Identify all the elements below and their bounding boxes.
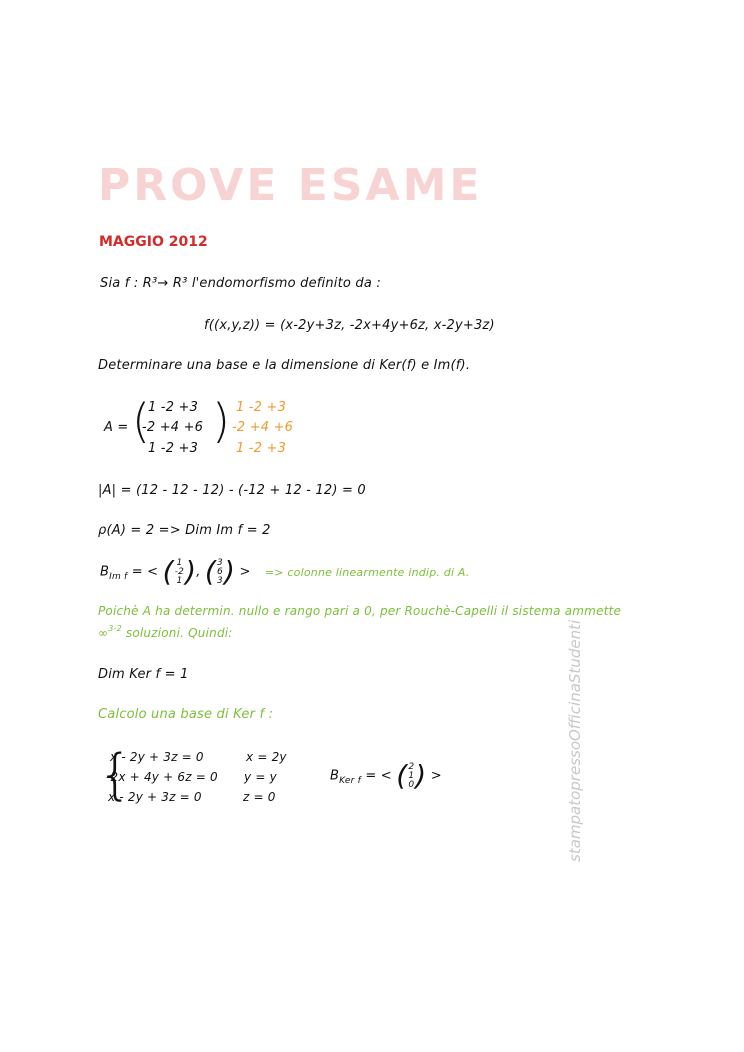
- basis-im: $B_{Im f}$ = < ( 1 -2 1), (3 6 3) > => colonne linearmente indip. di A.: [100, 555, 470, 588]
- matrix-row: 1 -2 +3: [148, 400, 199, 415]
- basis-im-subscript: Im f: [109, 571, 128, 582]
- vector-column: 1 -2 1: [174, 557, 185, 586]
- basis-ker-close: >: [430, 768, 442, 784]
- function-definition: f((x,y,z)) = (x-2y+3z, -2x+4y+6z, x-2y+3z): [204, 318, 495, 333]
- matrix-copy-row: 1 -2 +3: [236, 400, 287, 415]
- problem-intro: Sia f : R³→ R³ l'endomorfismo definito da :: [100, 276, 381, 291]
- system-eq: -2x + 4y + 6z = 0: [106, 770, 218, 784]
- matrix-left-paren: (: [132, 394, 150, 448]
- vector-paren: ): [223, 555, 236, 588]
- rouche-line-1: Poichè A ha determin. nullo e rango pari a 0, per Rouchè-Capelli il sistema ammette: [98, 604, 622, 618]
- watermark-text: stampatopressoOfficinaStudenti: [566, 619, 584, 862]
- kernel-dimension: Dim Ker f = 1: [98, 667, 189, 682]
- vector-column: 2 1 0: [408, 761, 415, 790]
- matrix-right-paren: ): [212, 394, 230, 448]
- vector-paren: ): [185, 555, 197, 588]
- basis-im-note: => colonne linearmente indip. di A.: [264, 565, 470, 579]
- system-eq: x - 2y + 3z = 0: [110, 750, 204, 764]
- basis-im-eq: = <: [131, 564, 159, 580]
- vector-paren: (: [204, 555, 217, 588]
- basis-im-close: >: [239, 564, 251, 580]
- system-eq: x - 2y + 3z = 0: [108, 790, 202, 804]
- page-title: PROVE ESAME: [98, 160, 483, 211]
- kernel-calc-heading: Calcolo una base di Ker f :: [98, 707, 274, 722]
- matrix-row: -2 +4 +6: [142, 420, 204, 435]
- rank-line: ρ(A) = 2 => Dim Im f = 2: [98, 523, 271, 538]
- matrix-copy-row: -2 +4 +6: [232, 420, 294, 435]
- vector-paren: ): [415, 759, 427, 792]
- vector-paren: (: [162, 555, 174, 588]
- vector-paren: (: [396, 759, 408, 792]
- system-brace: {: [98, 743, 133, 806]
- matrix-copy-row: 1 -2 +3: [236, 441, 287, 456]
- vector-column: 3 6 3: [217, 557, 223, 586]
- basis-ker-eq: = <: [365, 768, 392, 784]
- solution-eq: x = 2y: [246, 750, 287, 764]
- basis-ker: [330, 759, 442, 792]
- matrix-row: 1 -2 +3: [148, 441, 199, 456]
- rouche-line-2: ∞$^{3-2}$ soluzioni. Quindi:: [98, 624, 233, 640]
- solution-eq: z = 0: [243, 790, 276, 804]
- problem-task: Determinare una base e la dimensione di Ker(f) e Im(f).: [98, 358, 471, 373]
- exam-date: MAGGIO 2012: [99, 234, 208, 250]
- basis-ker-subscript: Ker f: [339, 775, 361, 786]
- basis-im-label: B: [100, 564, 110, 580]
- determinant-line: |A| = (12 - 12 - 12) - (-12 + 12 - 12) = 0: [98, 483, 366, 498]
- solution-eq: y = y: [244, 770, 277, 784]
- basis-ker-label: B: [330, 768, 340, 784]
- matrix-label: A =: [104, 420, 129, 435]
